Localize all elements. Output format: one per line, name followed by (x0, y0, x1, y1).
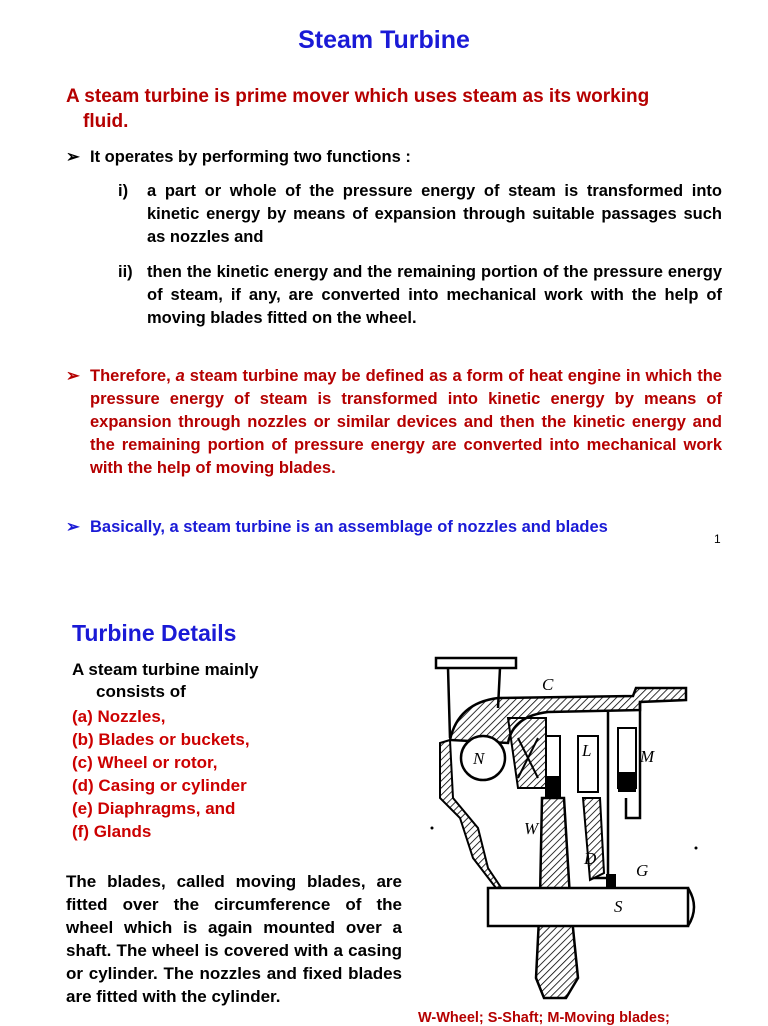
definition-line-2: fluid. (83, 111, 129, 132)
arrow-bullet-icon: ➢ (66, 367, 80, 385)
dot-mark (431, 827, 434, 830)
gland (606, 874, 616, 888)
bullet-basically (66, 516, 706, 539)
label-w: W (524, 819, 539, 838)
therefore-rest: steam turbine may be defined as a form of heat engine in which the pressure energy of steam is transformed into kinetic energy by means of expansion through nozzles or similar devices and then the kinetic energy and the remaining portion of pressure energy are converted into mechanical work with the help of moving blades. (90, 367, 722, 477)
moving-blade-left-base (546, 776, 560, 796)
function-i-text: a part or whole of the pressure energy of steam is transformed into kinetic energy by means of expansion through suitable passages such as nozzles and (147, 182, 722, 246)
label-s: S (614, 897, 623, 916)
function-i-label: i) (118, 182, 129, 200)
definition-paragraph (66, 84, 726, 134)
dot-mark (695, 847, 698, 850)
intro-line-1: A steam turbine mainly (72, 660, 259, 679)
label-n: N (473, 749, 485, 768)
bullet-operates-text: It operates by performing two functions : (90, 148, 411, 166)
bullet-therefore (66, 365, 722, 480)
list-item: (a) Nozzles, (72, 707, 166, 726)
arrow-bullet-icon: ➢ (66, 148, 80, 166)
label-l: L (582, 741, 592, 760)
casing (450, 688, 686, 743)
intro-line-2: consists of (96, 682, 186, 701)
slide-title: Steam Turbine (298, 26, 470, 54)
component-list (72, 705, 250, 843)
turbine-details-title: Turbine Details (72, 620, 237, 646)
list-item: (b) Blades or buckets, (72, 730, 250, 749)
label-c: C (542, 675, 554, 694)
list-item: (d) Casing or cylinder (72, 776, 247, 795)
arrow-bullet-icon: ➢ (66, 518, 80, 536)
list-item: (e) Diaphragms, and (72, 799, 236, 818)
list-item: (f) Glands (72, 822, 152, 841)
function-ii (118, 261, 722, 330)
definition-line-1: A steam turbine is prime mover which uses steam as its working (66, 86, 650, 107)
shaft (488, 888, 688, 926)
bullet-therefore-text (90, 365, 722, 480)
therefore-a: a (175, 367, 185, 385)
list-item: (c) Wheel or rotor, (72, 753, 218, 772)
label-m: M (640, 747, 655, 766)
moving-blade-right-base (618, 772, 636, 792)
intro-text (72, 659, 372, 703)
bullet-operates (66, 146, 486, 169)
turbine-cross-section-figure (418, 648, 708, 1008)
label-g: G (636, 861, 649, 880)
bullet-basically-text: Basically, a steam turbine is an assemblage of nozzles and blades (90, 518, 608, 536)
function-i (118, 180, 722, 249)
label-d: D (584, 849, 597, 868)
inlet-flange (436, 658, 516, 668)
page-number: 1 (714, 532, 721, 546)
therefore-lead: Therefore, (90, 367, 176, 385)
function-ii-text: then the kinetic energy and the remaining portion of the pressure energy of steam, if any, are converted into mechanical work with the help of moving blades fitted on the wheel. (147, 263, 722, 327)
blades-paragraph: The blades, called moving blades, are fitted over the circumference of the wheel which is again mounted over a shaft. The wheel is covered with a casing or cylinder. The nozzles and fixed blades are fitted with the cylinder. (66, 872, 402, 1006)
function-ii-label: ii) (118, 263, 133, 281)
nozzle-block (508, 718, 546, 788)
figure-caption: W-Wheel; S-Shaft; M-Moving blades; (418, 1010, 670, 1026)
